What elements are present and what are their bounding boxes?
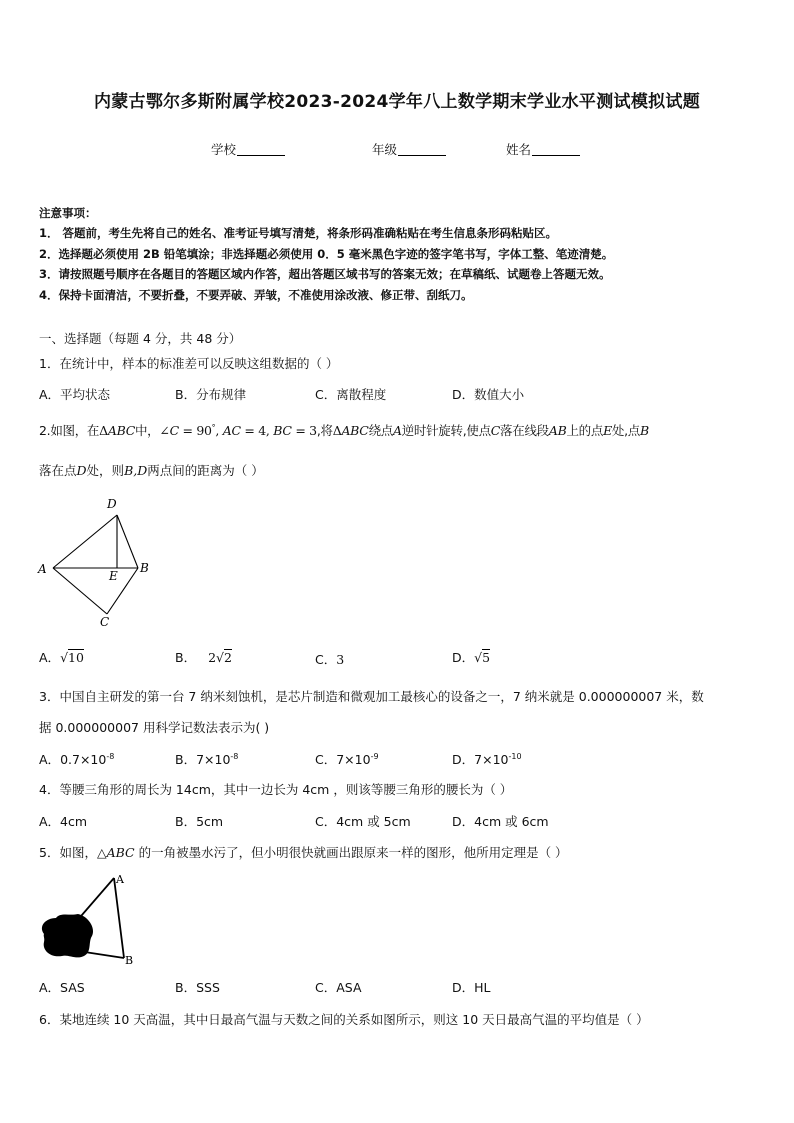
q1-option-b[interactable]: B．分布规律 bbox=[175, 387, 247, 402]
q5-option-d[interactable]: D．HL bbox=[452, 980, 491, 995]
notice-item-4: 4．保持卡面清洁，不要折叠，不要弄破、弄皱，不准使用涂改液、修正带、刮纸刀。 bbox=[39, 288, 473, 302]
question-3-line-2: 据 0.000000007 用科学记数法表示为( ) bbox=[39, 720, 270, 735]
q2-triangle-figure bbox=[30, 490, 160, 630]
question-4-stem: 4．等腰三角形的周长为 14cm，其中一边长为 4cm ，则该等腰三角形的腰长为（ ） bbox=[39, 782, 513, 797]
label-d: D bbox=[107, 497, 117, 511]
grade-blank[interactable] bbox=[398, 142, 446, 156]
notice-item-3: 3．请按照题号顺序在各题目的答题区域内作答，超出答题区域书写的答案无效；在草稿纸、试题卷上答题无效。 bbox=[39, 267, 611, 281]
sqrt-symbol: √ bbox=[216, 650, 224, 665]
question-6-stem: 6．某地连续 10 天高温，其中日最高气温与天数之间的关系如图所示，则这 10 天日最高气温的平均值是（ ） bbox=[39, 1012, 649, 1027]
grade-field[interactable] bbox=[372, 140, 446, 158]
segment-ac bbox=[53, 568, 107, 614]
question-3-line-1: 3．中国自主研发的第一台 7 纳米刻蚀机，是芯片制造和微观加工最核心的设备之一，7 纳米就是 0.000000007 米，数 bbox=[39, 689, 704, 704]
page-title: 内蒙古鄂尔多斯附属学校2023-2024学年八上数学期末学业水平测试模拟试题 bbox=[93, 92, 701, 112]
question-1-stem: 1．在统计中，样本的标准差可以反映这组数据的（ ） bbox=[39, 356, 339, 371]
q5-option-c[interactable]: C．ASA bbox=[315, 980, 362, 995]
q3-option-d[interactable]: D．$7\times 10^{-10}$ bbox=[452, 751, 522, 767]
q2-option-a[interactable]: A．√10 bbox=[39, 650, 84, 665]
q4-option-d[interactable]: D．4cm 或 6cm bbox=[452, 814, 549, 829]
q4-option-a[interactable]: A．4cm bbox=[39, 814, 88, 829]
sqrt-symbol: √ bbox=[474, 650, 483, 665]
question-2-line-2: 落在点D处，则B,D两点间的距离为（ ） bbox=[39, 463, 264, 478]
q5-option-b[interactable]: B．SSS bbox=[175, 980, 220, 995]
notice-heading: 注意事项： bbox=[39, 206, 97, 220]
label-b: B bbox=[125, 954, 134, 967]
angle-symbol: ∠ bbox=[159, 423, 170, 438]
ink-blot bbox=[42, 914, 93, 957]
q3-option-a[interactable]: A．$0.7\times 10^{-8}$ bbox=[39, 751, 115, 767]
q4-option-b[interactable]: B．5cm bbox=[175, 814, 224, 829]
grade-label: 年级 bbox=[372, 142, 398, 157]
q2-option-d[interactable]: D．√5 bbox=[452, 650, 491, 665]
question-2-line-1: 2.如图，在ΔABC中，∠C = 90°, AC = 4, BC = 3,将ΔABC绕点A逆时针旋转,使点C落在线段AB上的点E处,点B bbox=[39, 422, 649, 438]
q2-option-c[interactable]: C．3 bbox=[315, 652, 345, 667]
school-blank[interactable] bbox=[237, 142, 285, 156]
q1-option-c[interactable]: C．离散程度 bbox=[315, 387, 387, 402]
notice-item-1: 1． 答题前，考生先将自己的姓名、准考证号填写清楚，将条形码准确粘贴在考生信息条形码粘贴区。 bbox=[39, 226, 557, 240]
segment-ab bbox=[114, 878, 124, 958]
school-field[interactable] bbox=[211, 140, 285, 158]
segment-ad bbox=[53, 515, 117, 568]
q4-option-c[interactable]: C．4cm 或 5cm bbox=[315, 814, 411, 829]
sqrt-symbol: √ bbox=[60, 650, 69, 665]
school-label: 学校 bbox=[211, 142, 237, 157]
q1-option-d[interactable]: D．数值大小 bbox=[452, 387, 525, 402]
section-heading: 一、选择题（每题 4 分，共 48 分） bbox=[39, 331, 242, 346]
q2-option-b[interactable]: B． 2√2 bbox=[175, 650, 232, 665]
notice-item-2: 2．选择题必须使用 2B 铅笔填涂；非选择题必须使用 0．5 毫米黑色字迹的签字笔书写，字体工整、笔迹清楚。 bbox=[39, 247, 614, 261]
q3-option-b[interactable]: B．$7\times 10^{-8}$ bbox=[175, 751, 239, 767]
question-5-stem: 5．如图，△ABC 的一角被墨水污了，但小明很快就画出跟原来一样的图形，他所用定理是（ ） bbox=[39, 845, 568, 860]
segment-db bbox=[117, 515, 138, 568]
q5-option-a[interactable]: A．SAS bbox=[39, 980, 85, 995]
label-a: A bbox=[38, 562, 47, 576]
q1-option-a[interactable]: A．平均状态 bbox=[39, 387, 111, 402]
name-blank[interactable] bbox=[532, 142, 580, 156]
name-field[interactable] bbox=[506, 140, 580, 158]
triangle-symbol: Δ bbox=[99, 423, 108, 438]
label-c: C bbox=[100, 615, 110, 629]
q3-option-c[interactable]: C．$7\times 10^{-9}$ bbox=[315, 751, 379, 767]
label-e: E bbox=[109, 569, 118, 583]
label-b: B bbox=[140, 561, 149, 575]
label-a: A bbox=[116, 873, 124, 886]
q5-ink-stained-triangle bbox=[30, 868, 150, 973]
name-label: 姓名 bbox=[506, 142, 532, 157]
